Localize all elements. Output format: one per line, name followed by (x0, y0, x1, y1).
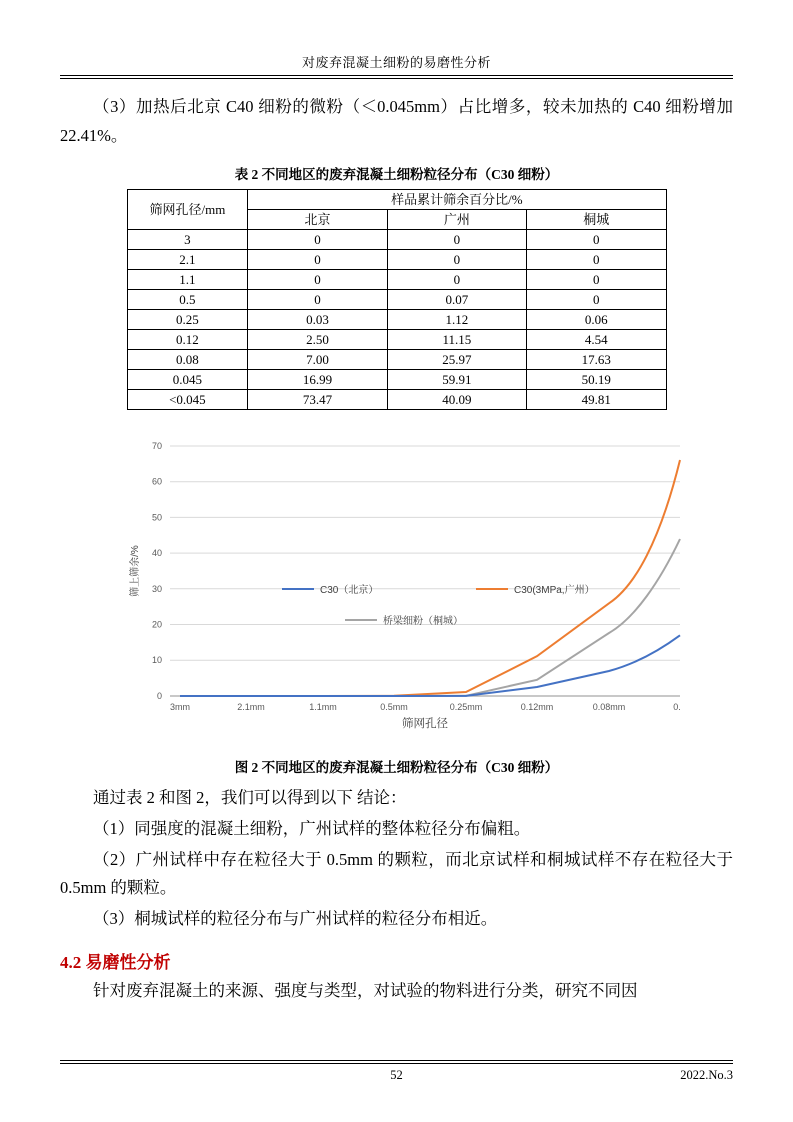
chart-series-beijing (180, 635, 680, 696)
cell-beijing: 0 (248, 249, 387, 269)
figure-caption: 图 2 不同地区的废弃混凝土细粉粒径分布（C30 细粉） (234, 759, 559, 775)
table-caption: 表 2 不同地区的废弃混凝土细粉粒径分布（C30 细粉） (234, 166, 559, 182)
svg-text:0.: 0. (673, 701, 681, 712)
table-subheader-tongcheng: 桐城 (527, 209, 666, 229)
footer-issue: 2022.No.3 (680, 1068, 733, 1082)
svg-text:30: 30 (151, 583, 162, 594)
cell-tongcheng: 17.63 (527, 349, 666, 369)
table-row (127, 289, 666, 309)
cell-size: 0.08 (127, 349, 248, 369)
chart-x-axis-title: 筛网孔径 (402, 717, 448, 730)
table-header-sieve: 筛网孔径/mm (127, 189, 248, 229)
cell-guangzhou: 0.07 (387, 289, 526, 309)
footer-page-number: 52 (390, 1068, 403, 1082)
paragraph-5: （3）桐城试样的粒径分布与广州试样的粒径分布相近。 (93, 909, 498, 929)
cell-beijing: 73.47 (248, 389, 387, 409)
svg-text:2.1mm: 2.1mm (237, 701, 265, 712)
cell-size: 2.1 (127, 249, 248, 269)
cell-guangzhou: 59.91 (387, 369, 526, 389)
chart-svg (60, 426, 733, 736)
page-footer (60, 1060, 733, 1083)
cell-size: 0.25 (127, 309, 248, 329)
cell-beijing: 2.50 (248, 329, 387, 349)
svg-text:3mm: 3mm (170, 701, 190, 712)
svg-text:70: 70 (151, 440, 162, 451)
running-head: 对废弃混凝土细粉的易磨性分析 (301, 55, 491, 70)
cell-guangzhou: 0 (387, 269, 526, 289)
cell-size: 0.045 (127, 369, 248, 389)
cell-guangzhou: 11.15 (387, 329, 526, 349)
legend-label-beijing: C30（北京） (320, 584, 379, 596)
cell-guangzhou: 0 (387, 229, 526, 249)
table-row (127, 249, 666, 269)
table-row (127, 389, 666, 409)
cell-guangzhou: 1.12 (387, 309, 526, 329)
cell-beijing: 0 (248, 269, 387, 289)
cell-tongcheng: 0 (527, 229, 666, 249)
figure-chart (60, 426, 733, 746)
cell-size: 0.12 (127, 329, 248, 349)
svg-text:20: 20 (151, 619, 162, 630)
svg-text:40: 40 (151, 547, 162, 558)
table-subheader-guangzhou: 广州 (387, 209, 526, 229)
cell-size: 1.1 (127, 269, 248, 289)
cell-guangzhou: 40.09 (387, 389, 526, 409)
table-row (127, 349, 666, 369)
paragraph-1: （3）加热后北京 C40 细粉的微粉（＜0.045mm）占比增多，较未加热的 C40 细粉增加 22.41%。 (60, 97, 733, 145)
cell-beijing: 7.00 (248, 349, 387, 369)
table-row (127, 269, 666, 289)
table-row (127, 369, 666, 389)
cell-beijing: 0.03 (248, 309, 387, 329)
cell-guangzhou: 0 (387, 249, 526, 269)
page-content (60, 52, 733, 1008)
svg-text:0.25mm: 0.25mm (449, 701, 483, 712)
cell-guangzhou: 25.97 (387, 349, 526, 369)
paragraph-4: （2）广州试样中存在粒径大于 0.5mm 的颗粒，而北京试样和桐城试样不存在粒径大于 0.5mm 的颗粒。 (60, 849, 733, 898)
cell-tongcheng: 0 (527, 269, 666, 289)
footer-row (60, 1064, 733, 1083)
cell-beijing: 0 (248, 229, 387, 249)
cell-beijing: 16.99 (248, 369, 387, 389)
chart-y-tick-labels (152, 441, 162, 701)
cell-tongcheng: 49.81 (527, 389, 666, 409)
svg-text:0.08mm: 0.08mm (592, 701, 626, 712)
svg-text:1.1mm: 1.1mm (309, 701, 337, 712)
chart-y-axis-title: 筛上筛余/% (130, 544, 141, 597)
svg-text:50: 50 (151, 512, 162, 523)
paragraph-2: 通过表 2 和图 2，我们可以得到以下 结论： (93, 787, 407, 807)
cell-tongcheng: 0 (527, 249, 666, 269)
svg-text:60: 60 (151, 476, 162, 487)
legend-label-guangzhou: C30(3MPa,广州） (514, 584, 595, 596)
chart-legend (282, 583, 595, 627)
footer-rule-thick (60, 1060, 733, 1061)
paragraph-3: （1）同强度的混凝土细粉，广州试样的整体粒径分布偏粗。 (93, 818, 531, 838)
header-rule-thick (60, 75, 733, 76)
table-row (127, 229, 666, 249)
svg-text:0.12mm: 0.12mm (520, 701, 554, 712)
cell-tongcheng: 0 (527, 289, 666, 309)
cell-tongcheng: 50.19 (527, 369, 666, 389)
cell-size: <0.045 (127, 389, 248, 409)
section-heading: 4.2 易磨性分析 (60, 953, 171, 973)
particle-size-table (127, 189, 667, 410)
table-header-group: 样品累计筛余百分比/% (248, 189, 666, 209)
chart-gridlines (170, 446, 680, 660)
cell-size: 0.5 (127, 289, 248, 309)
cell-size: 3 (127, 229, 248, 249)
cell-tongcheng: 0.06 (527, 309, 666, 329)
table-header-row (127, 189, 666, 209)
svg-text:0: 0 (156, 690, 162, 701)
svg-text:0.5mm: 0.5mm (380, 701, 408, 712)
chart-x-tick-labels (170, 702, 681, 712)
paragraph-6: 针对废弃混凝土的来源、强度与类型，对试验的物料进行分类，研究不同因 (93, 981, 638, 1001)
cell-beijing: 0 (248, 289, 387, 309)
table-subheader-beijing: 北京 (248, 209, 387, 229)
cell-tongcheng: 4.54 (527, 329, 666, 349)
legend-label-tongcheng: 桥梁细粉（桐城） (383, 615, 463, 627)
header-rule-thin (60, 78, 733, 79)
table-row (127, 329, 666, 349)
svg-text:10: 10 (151, 654, 162, 665)
table-row (127, 309, 666, 329)
